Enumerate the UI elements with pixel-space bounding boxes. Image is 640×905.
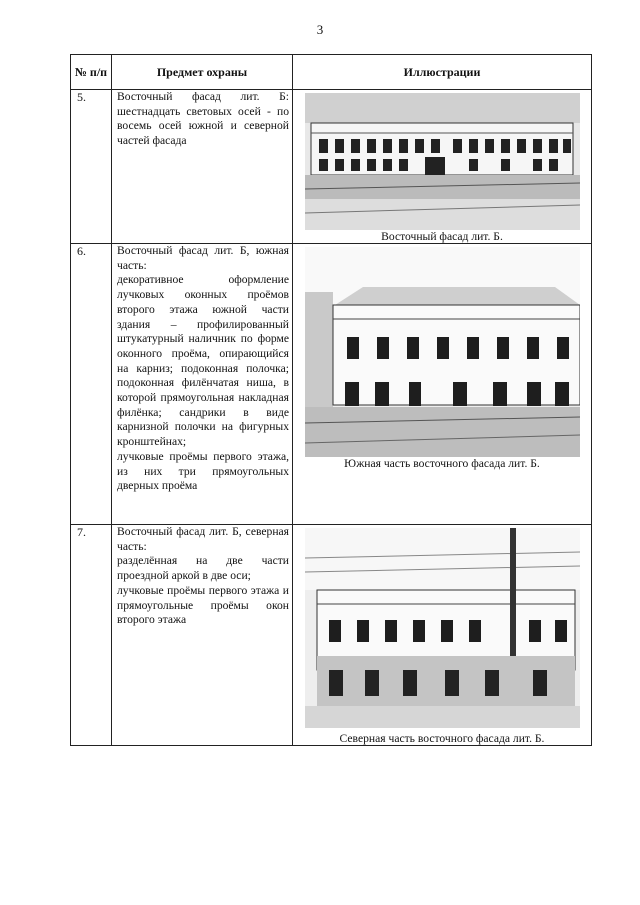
row-number: 5. xyxy=(71,90,112,244)
row-subject xyxy=(112,90,293,244)
row-illustration xyxy=(293,525,592,746)
subject-text: Восточный фасад лит. Б, северная часть: xyxy=(117,525,289,553)
row-number: 7. xyxy=(71,525,112,746)
facade-photo xyxy=(305,528,580,728)
table-row xyxy=(71,90,592,244)
facade-photo xyxy=(305,247,580,457)
row-subject xyxy=(112,525,293,746)
row-illustration xyxy=(293,244,592,525)
subject-text: декоративное оформление лучковых оконных проёмов второго этажа южной части здания – профилированный штукатурный наличник по форме оконного проёма, опирающийся на карниз; подоконная полочка; подоконная филёнчатая ниша, в которой прямоугольная накладная филёнка; сандрики в виде карнизной полочки на фигурных кронштейнах; xyxy=(117,273,289,449)
table-row xyxy=(71,244,592,525)
page-number: 3 xyxy=(316,22,324,37)
subject-text: лучковые проёмы первого этажа, из них три прямоугольных дверных проёма xyxy=(117,449,289,493)
subject-text: Восточный фасад лит. Б, южная часть: xyxy=(117,244,289,272)
row-illustration xyxy=(293,90,592,244)
subject-text: лучковые проёмы первого этажа и прямоугольные проёмы окон второго этажа xyxy=(117,583,289,627)
header-illustrations: Иллюстрации xyxy=(293,55,592,90)
photo-caption: Восточный фасад лит. Б. xyxy=(381,230,503,243)
facade-photo xyxy=(305,93,580,230)
subject-text: разделённая на две части проездной аркой в две оси; xyxy=(117,554,289,583)
header-num: № п/п xyxy=(71,55,112,90)
protection-table xyxy=(70,54,592,746)
row-subject xyxy=(112,244,293,525)
subject-text: Восточный фасад лит. Б: шестнадцать световых осей - по восемь осей южной и северной частей фасада xyxy=(117,90,289,148)
row-number: 6. xyxy=(71,244,112,525)
photo-caption: Южная часть восточного фасада лит. Б. xyxy=(344,457,540,470)
header-subject: Предмет охраны xyxy=(112,55,293,90)
table-row xyxy=(71,525,592,746)
photo-caption: Северная часть восточного фасада лит. Б. xyxy=(339,732,545,745)
